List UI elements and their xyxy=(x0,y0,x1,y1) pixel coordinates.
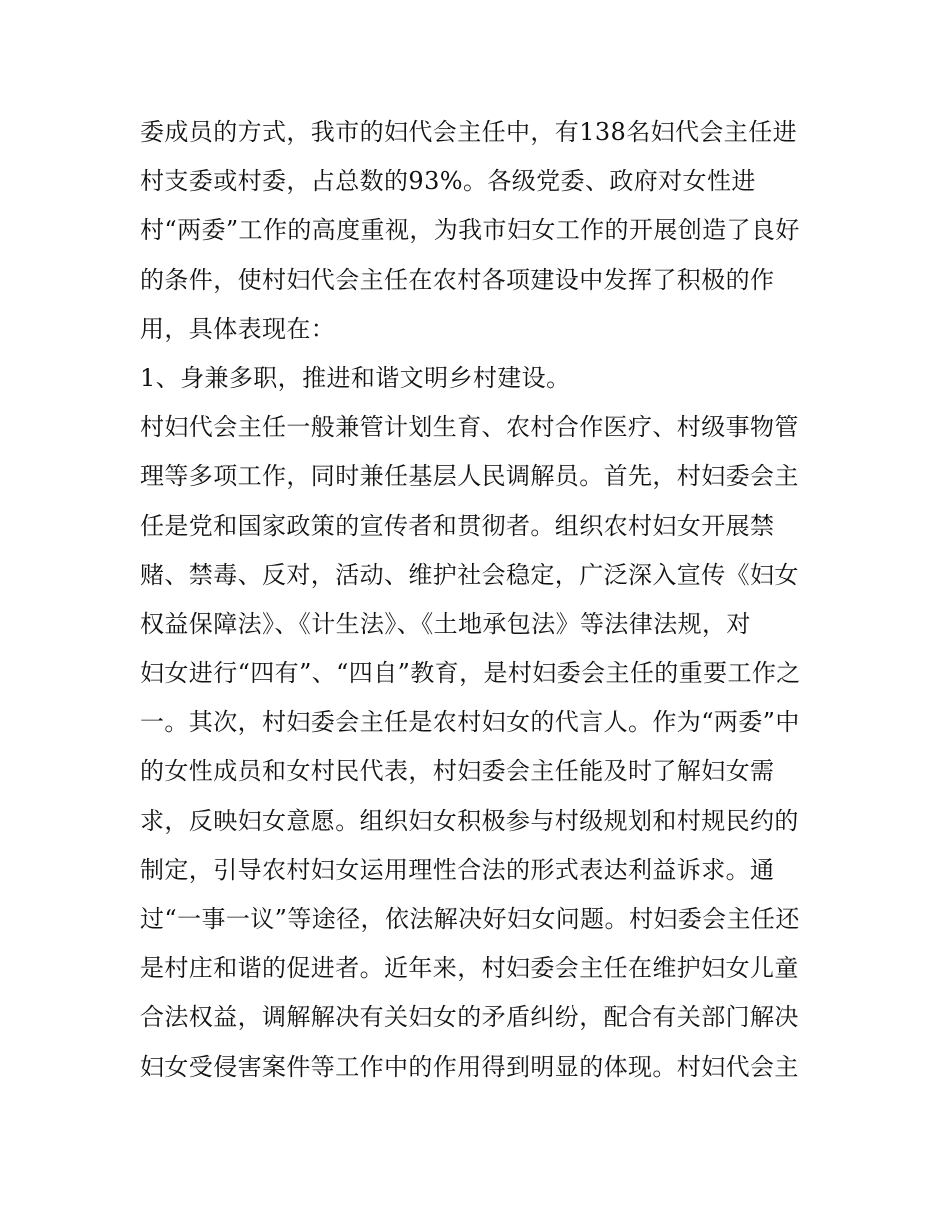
text-line: 任是党和国家政策的宣传者和贯彻者。组织农村妇女开展禁 xyxy=(140,511,775,540)
text-line: 赌、禁毒、反对，活动、维护社会稳定，广泛深入宣传《妇女 xyxy=(140,560,799,589)
text-line: 委成员的方式，我市的妇代会主任中，有138名妇代会主任进 xyxy=(140,118,798,146)
text-line: 制定，引导农村妇女运用理性合法的形式表达利益诉求。通 xyxy=(140,855,775,884)
text-line: 村妇代会主任一般兼管计划生育、农村合作医疗、村级事物管 xyxy=(140,413,799,442)
text-line: 一。其次，村妇委会主任是农村妇女的代言人。作为“两委”中 xyxy=(140,708,800,737)
text-line: 妇女受侵害案件等工作中的作用得到明显的体现。村妇代会主 xyxy=(140,1052,799,1081)
section-heading: 1、身兼多职，推进和谐文明乡村建设。 xyxy=(140,363,571,392)
body-text xyxy=(140,108,820,1092)
text-line: 是村庄和谐的促进者。近年来，村妇委会主任在维护妇女儿童 xyxy=(140,954,799,983)
text-line: 过“一事一议”等途径，依法解决好妇女问题。村妇委会主任还 xyxy=(140,905,800,933)
text-line: 合法权益，调解解决有关妇女的矛盾纠纷，配合有关部门解决 xyxy=(140,1003,799,1032)
text-line: 的女性成员和女村民代表，村妇委会主任能及时了解妇女需 xyxy=(140,757,775,786)
text-line: 用，具体表现在： xyxy=(140,314,336,343)
text-line: 求，反映妇女意愿。组织妇女积极参与村级规划和村规民约的 xyxy=(140,806,799,835)
text-line: 村“两委”工作的高度重视，为我市妇女工作的开展创造了良好 xyxy=(140,216,800,245)
text-line: 权益保障法》、《计生法》、《土地承包法》等法律法规，对 xyxy=(140,609,751,638)
text-line: 理等多项工作，同时兼任基层人民调解员。首先，村妇委会主 xyxy=(140,462,799,491)
text-line: 妇女进行“四有”、“四自”教育，是村妇委会主任的重要工作之 xyxy=(140,659,801,688)
text-line: 的条件，使村妇代会主任在农村各项建设中发挥了积极的作 xyxy=(140,265,775,294)
text-line: 村支委或村委，占总数的93%。各级党委、政府对女性进 xyxy=(140,167,756,196)
